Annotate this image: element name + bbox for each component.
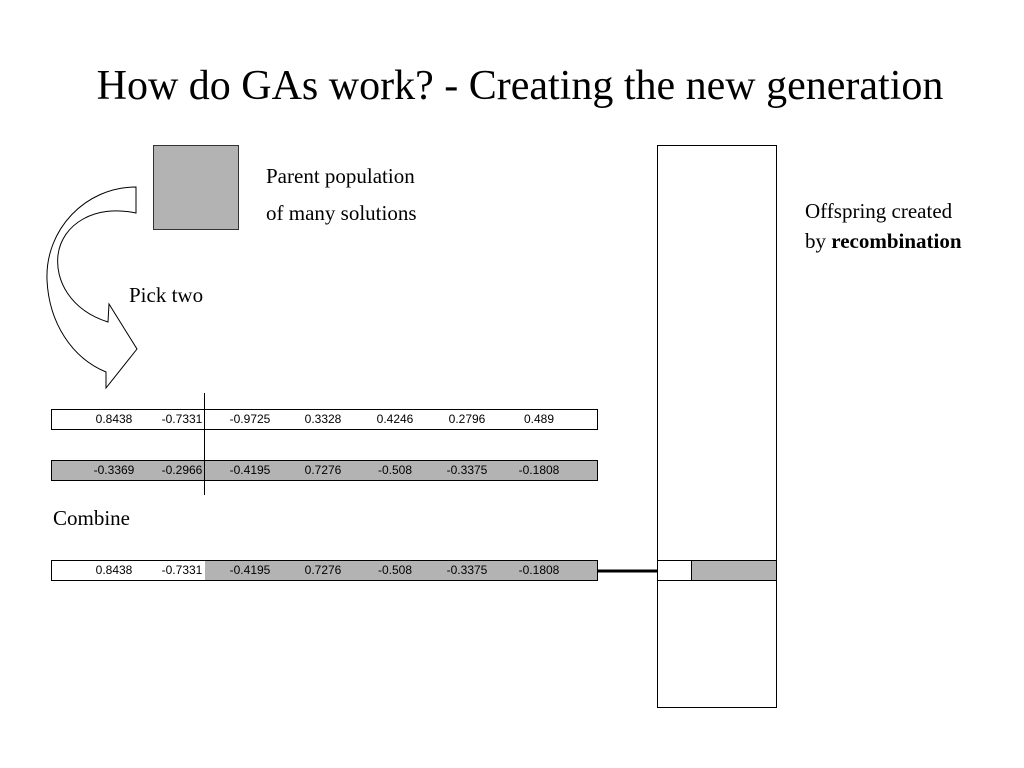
parent-b-gene: 0.7276: [304, 463, 342, 477]
child-chromosome: [51, 560, 598, 581]
parent-b-gene: -0.3375: [446, 463, 488, 477]
crossover-point-line: [204, 393, 205, 495]
child-gene: 0.7276: [304, 563, 342, 577]
parent-a-chromosome: [51, 409, 598, 430]
offspring-new-slot-right: [691, 560, 777, 581]
slide-title: How do GAs work? - Creating the new generation: [96, 63, 944, 109]
parent-b-gene: -0.4195: [229, 463, 271, 477]
curved-arrow-shape: [47, 187, 137, 388]
parent-a-gene: 0.489: [523, 412, 555, 426]
parent-b-gene: -0.508: [377, 463, 413, 477]
parent-label-line1: Parent population: [266, 164, 415, 188]
parent-a-gene: -0.7331: [161, 412, 203, 426]
parent-label-line2: of many solutions: [266, 201, 417, 225]
offspring-new-slot-left: [657, 560, 692, 581]
child-gene: -0.4195: [229, 563, 271, 577]
offspring-label-line2: [805, 227, 962, 255]
offspring-label-prefix: by: [805, 229, 832, 253]
offspring-label-bold: recombination: [831, 229, 962, 253]
child-gene: -0.508: [377, 563, 413, 577]
pick-two-label: Pick two: [129, 283, 204, 307]
parent-b-gene: -0.1808: [518, 463, 560, 477]
offspring-label-line1: Offspring created: [805, 199, 953, 223]
parent-a-gene: 0.3328: [304, 412, 342, 426]
parent-a-gene: 0.2796: [448, 412, 486, 426]
parent-b-chromosome: [51, 460, 598, 481]
parent-b-gene: -0.3369: [93, 463, 135, 477]
child-gene: 0.8438: [95, 563, 133, 577]
child-gene: -0.1808: [518, 563, 560, 577]
parent-b-gene: -0.2966: [161, 463, 203, 477]
combine-label: Combine: [53, 506, 130, 530]
child-gene: -0.3375: [446, 563, 488, 577]
parent-a-gene: 0.8438: [95, 412, 133, 426]
parent-a-gene: 0.4246: [376, 412, 414, 426]
child-gene: -0.7331: [161, 563, 203, 577]
parent-a-gene: -0.9725: [229, 412, 271, 426]
offspring-population-column: [657, 145, 777, 708]
